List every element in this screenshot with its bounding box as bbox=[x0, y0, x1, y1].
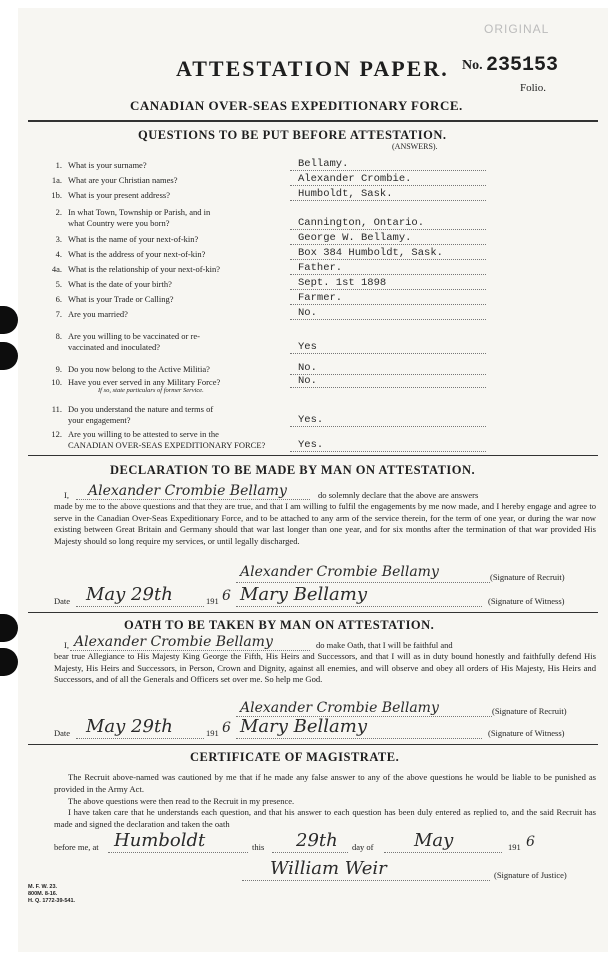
question-text: What is the date of your birth? bbox=[68, 279, 172, 289]
certificate-para-caution: The Recruit above-named was cautioned by me that if he made any false answer to any of the above questions he would be liable to be punished as provided in the Army Act. bbox=[54, 772, 596, 794]
number-label: No. bbox=[462, 58, 483, 73]
question-answer: Cannington, Ontario. bbox=[298, 217, 425, 229]
form-code: M. F. W. 23. bbox=[28, 884, 58, 890]
question-number: 1a. bbox=[51, 175, 62, 185]
section-rule bbox=[28, 744, 598, 745]
question-answer: No. bbox=[298, 375, 317, 387]
force-subtitle: CANADIAN OVER-SEAS EXPEDITIONARY FORCE. bbox=[130, 98, 463, 113]
oath-date-label: Date bbox=[54, 728, 71, 738]
justice-label: (Signature of Justice) bbox=[494, 870, 567, 880]
question-answer: Sept. 1st 1898 bbox=[298, 277, 387, 289]
question-number: 5. bbox=[55, 279, 62, 289]
punch-hole bbox=[0, 306, 18, 334]
answer-line bbox=[290, 244, 486, 245]
original-stamp: ORIGINAL bbox=[484, 22, 550, 36]
question-text: Are you married? bbox=[68, 309, 128, 319]
question-text: In what Town, Township or Parish, and in bbox=[68, 207, 211, 217]
certificate-year-prefix: 191 bbox=[508, 842, 521, 852]
question-text: What are your Christian names? bbox=[68, 175, 178, 185]
question-number: 2. bbox=[55, 207, 62, 217]
oath-year-prefix: 191 bbox=[206, 728, 219, 738]
hq-file-code: H. Q. 1772-39-541. bbox=[28, 898, 76, 904]
declaration-recruit-signature: Alexander Crombie Bellamy bbox=[240, 564, 439, 580]
certificate-day: 29th bbox=[296, 830, 338, 851]
question-answer: Box 384 Humboldt, Sask. bbox=[298, 247, 443, 259]
certificate-para-read: The above questions were then read to the Recruit in my presence. bbox=[68, 796, 295, 806]
question-answer: Alexander Crombie. bbox=[298, 173, 412, 185]
question-text: Do you understand the nature and terms of bbox=[68, 404, 214, 414]
question-number: 4a. bbox=[51, 264, 62, 274]
folio-label: Folio. bbox=[520, 82, 546, 94]
question-answer: Farmer. bbox=[298, 292, 343, 304]
declaration-date-label: Date bbox=[54, 596, 71, 606]
answer-line bbox=[290, 289, 486, 290]
question-text: Are you willing to be attested to serve in the bbox=[68, 429, 219, 439]
question-answer: George W. Bellamy. bbox=[298, 232, 412, 244]
answer-line bbox=[290, 451, 486, 452]
question-number: 7. bbox=[55, 309, 62, 319]
question-text: What is the relationship of your next-of-kin? bbox=[68, 264, 221, 274]
oath-recruit-signature: Alexander Crombie Bellamy bbox=[240, 700, 439, 716]
punch-hole bbox=[0, 342, 18, 370]
answer-line bbox=[290, 259, 486, 260]
question-text: Have you ever served in any Military Force? bbox=[68, 377, 221, 387]
question-text: What is your present address? bbox=[68, 190, 170, 200]
justice-signature: William Weir bbox=[270, 858, 387, 879]
question-text-continued: CANADIAN OVER-SEAS EXPEDITIONARY FORCE? bbox=[68, 440, 266, 450]
oath-recruit-label: (Signature of Recruit) bbox=[492, 706, 567, 716]
certificate-month: May bbox=[414, 830, 454, 851]
declaration-text: made by me to the above questions and that they are true, and that I am willing to fulfil the engagements by me now made, and I hereby engage and agree to serve in the Canadian Over-Seas Expeditionary Force, and to be attached to any arm of the service therein, for the term of one year, or during the war now existing between Great Britain and Germany should that war last longer than one year, and for six months after the termination of that war provided His Majesty should so long require my services, or until legally discharged. bbox=[54, 501, 596, 546]
oath-witness-label: (Signature of Witness) bbox=[488, 728, 565, 738]
oath-text-start: do make Oath, that I will be faithful and bbox=[316, 640, 453, 650]
question-text: What is the address of your next-of-kin? bbox=[68, 249, 206, 259]
answer-line bbox=[290, 319, 486, 320]
question-text: What is the name of your next-of-kin? bbox=[68, 234, 199, 244]
answers-heading: (ANSWERS). bbox=[392, 142, 438, 151]
declaration-date: May 29th bbox=[86, 584, 173, 605]
question-number: 9. bbox=[55, 364, 62, 374]
question-answer: Yes. bbox=[298, 414, 324, 426]
oath-intro: I, bbox=[64, 640, 69, 650]
oath-heading: OATH TO BE TAKEN BY MAN ON ATTESTATION. bbox=[124, 618, 435, 632]
question-number: 3. bbox=[55, 234, 62, 244]
oath-name: Alexander Crombie Bellamy bbox=[74, 634, 273, 650]
question-number: 11. bbox=[51, 404, 62, 414]
declaration-text-start: do solemnly declare that the above are answers bbox=[318, 490, 479, 500]
question-text-continued: your engagement? bbox=[68, 415, 131, 425]
question-answer: Yes. bbox=[298, 439, 324, 451]
question-number: 1b. bbox=[51, 190, 62, 200]
oath-year-suffix: 6 bbox=[222, 720, 231, 736]
question-answer: No. bbox=[298, 307, 317, 319]
answer-line bbox=[290, 374, 486, 375]
question-text: What is your Trade or Calling? bbox=[68, 294, 174, 304]
print-run-code: 800M. 8-16. bbox=[28, 891, 58, 897]
question-note: If so, state particulars of former Service. bbox=[98, 387, 204, 394]
certificate-place: Humboldt bbox=[114, 830, 206, 851]
answer-line bbox=[290, 185, 486, 186]
question-text-continued: what Country were you born? bbox=[68, 218, 170, 228]
question-answer: No. bbox=[298, 362, 317, 374]
certificate-day-of-label: day of bbox=[352, 842, 374, 852]
declaration-name: Alexander Crombie Bellamy bbox=[88, 483, 287, 499]
oath-text: bear true Allegiance to His Majesty King George the Fifth, His Heirs and Successors, and that I will as in duty bound honestly and faithfully defend His Majesty, His Heirs and Successors, in Person, Crown and Dignity, against all enemies, and will observe and obey all orders of His Majesty, His Heirs and Successors, and of all the Generals and Officers set over me. So help me God. bbox=[54, 651, 596, 684]
section-rule bbox=[28, 455, 598, 456]
answer-line bbox=[290, 274, 486, 275]
oath-witness-signature: Mary Bellamy bbox=[240, 716, 368, 737]
answer-line bbox=[290, 353, 486, 354]
declaration-year-suffix: 6 bbox=[222, 588, 231, 604]
punch-hole bbox=[0, 648, 18, 676]
question-text: Are you willing to be vaccinated or re- bbox=[68, 331, 200, 341]
oath-date: May 29th bbox=[86, 716, 173, 737]
declaration-witness-label: (Signature of Witness) bbox=[488, 596, 565, 606]
question-number: 10. bbox=[51, 377, 62, 387]
question-text: What is your surname? bbox=[68, 160, 147, 170]
certificate-before-label: before me, at bbox=[54, 842, 99, 852]
question-number: 4. bbox=[55, 249, 62, 259]
section-rule bbox=[28, 612, 598, 613]
question-number: 1. bbox=[55, 160, 62, 170]
certificate-heading: CERTIFICATE OF MAGISTRATE. bbox=[190, 750, 400, 764]
declaration-recruit-label: (Signature of Recruit) bbox=[490, 572, 565, 582]
question-text: Do you now belong to the Active Militia? bbox=[68, 364, 210, 374]
answer-line bbox=[290, 426, 486, 427]
declaration-intro: I, bbox=[64, 490, 69, 500]
header-rule bbox=[28, 120, 598, 122]
question-number: 6. bbox=[55, 294, 62, 304]
regimental-number: 235153 bbox=[486, 54, 559, 77]
answer-line bbox=[290, 229, 486, 230]
page-title: ATTESTATION PAPER. bbox=[176, 56, 449, 81]
question-answer: Humboldt, Sask. bbox=[298, 188, 393, 200]
declaration-heading: DECLARATION TO BE MADE BY MAN ON ATTESTATION. bbox=[110, 463, 476, 477]
answer-line bbox=[290, 170, 486, 171]
declaration-year-prefix: 191 bbox=[206, 596, 219, 606]
certificate-this-label: this bbox=[252, 842, 265, 852]
answer-line bbox=[290, 387, 486, 388]
question-number: 12. bbox=[51, 429, 62, 439]
certificate-para-understands: I have taken care that he understands each question, and that his answer to each question has been duly entered as replied to, and the said Recruit has made and signed the declaration and taken the oath bbox=[54, 807, 596, 829]
question-answer: Yes bbox=[298, 341, 317, 353]
certificate-year-suffix: 6 bbox=[526, 834, 535, 850]
answer-line bbox=[290, 200, 486, 201]
questions-heading: QUESTIONS TO BE PUT BEFORE ATTESTATION. bbox=[138, 128, 447, 142]
question-number: 8. bbox=[55, 331, 62, 341]
question-text-continued: vaccinated and inoculated? bbox=[68, 342, 161, 352]
question-answer: Father. bbox=[298, 262, 343, 274]
punch-hole bbox=[0, 614, 18, 642]
declaration-witness-signature: Mary Bellamy bbox=[240, 584, 368, 605]
answer-line bbox=[290, 304, 486, 305]
question-answer: Bellamy. bbox=[298, 158, 349, 170]
